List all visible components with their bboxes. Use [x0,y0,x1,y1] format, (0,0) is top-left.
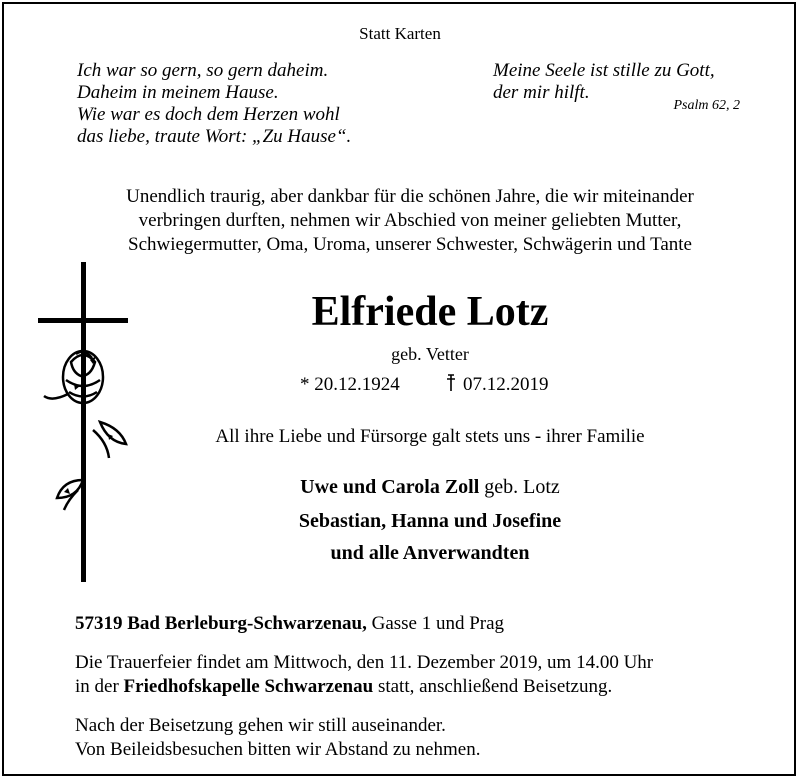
funeral-location: Friedhofskapelle Schwarzenau [123,676,374,697]
family-maiden-note: geb. Lotz [479,476,560,498]
intro-line: verbringen durften, nehmen wir Abschied von meiner geliebten Mutter, [138,210,682,231]
poem-left [77,60,351,148]
birth-date: * 20.12.1924 [300,374,400,395]
death-date-line [445,374,549,396]
family-line-3: und alle Anverwandten [330,542,530,564]
address-city: 57319 Bad Berleburg-Schwarzenau, [75,613,367,634]
dedication-line: All ihre Liebe und Fürsorge galt stets uns - ihrer Familie [215,426,645,447]
family-main-names: Uwe und Carola Zoll [300,476,480,498]
poem-left-line: Daheim in meinem Hause. [77,82,279,103]
intro-text [60,185,760,257]
maiden-name: geb. Vetter [391,344,469,364]
intro-line: Schwiegermutter, Oma, Uroma, unserer Schwester, Schwägerin und Tante [128,234,692,255]
funeral-info [75,651,653,699]
deceased-name: Elfriede Lotz [311,289,549,335]
funeral-line-1: Die Trauerfeier findet am Mittwoch, den 11. Dezember 2019, um 14.00 Uhr [75,652,654,673]
funeral-line-2-post: statt, anschließend Beisetzung. [373,676,613,697]
poem-left-line: Wie war es doch dem Herzen wohl [77,104,340,125]
death-date: 07.12.2019 [463,374,549,395]
address-line [75,612,504,636]
poem-left-line: Ich war so gern, so gern daheim. [77,60,329,81]
header-statt-karten: Statt Karten [359,24,441,43]
family-line-2: Sebastian, Hanna und Josefine [298,510,562,532]
psalm-reference: Psalm 62, 2 [673,98,740,113]
intro-line: Unendlich traurig, aber dankbar für die schönen Jahre, die wir miteinander [126,186,694,207]
closing-note [75,714,480,762]
family-line-1 [0,476,800,499]
address-street: Gasse 1 und Prag [366,613,505,634]
poem-right-line: der mir hilft. [493,82,590,103]
poem-right-line: Meine Seele ist stille zu Gott, [493,60,715,81]
cross-dagger-icon [445,374,457,392]
funeral-line-2 [75,675,653,699]
closing-line: Von Beileidsbesuchen bitten wir Abstand zu nehmen. [75,739,481,760]
funeral-line-2-pre: in der [75,676,124,697]
closing-line: Nach der Beisetzung gehen wir still auseinander. [75,715,446,736]
poem-left-line: das liebe, traute Wort: „Zu Hause“. [77,126,352,147]
